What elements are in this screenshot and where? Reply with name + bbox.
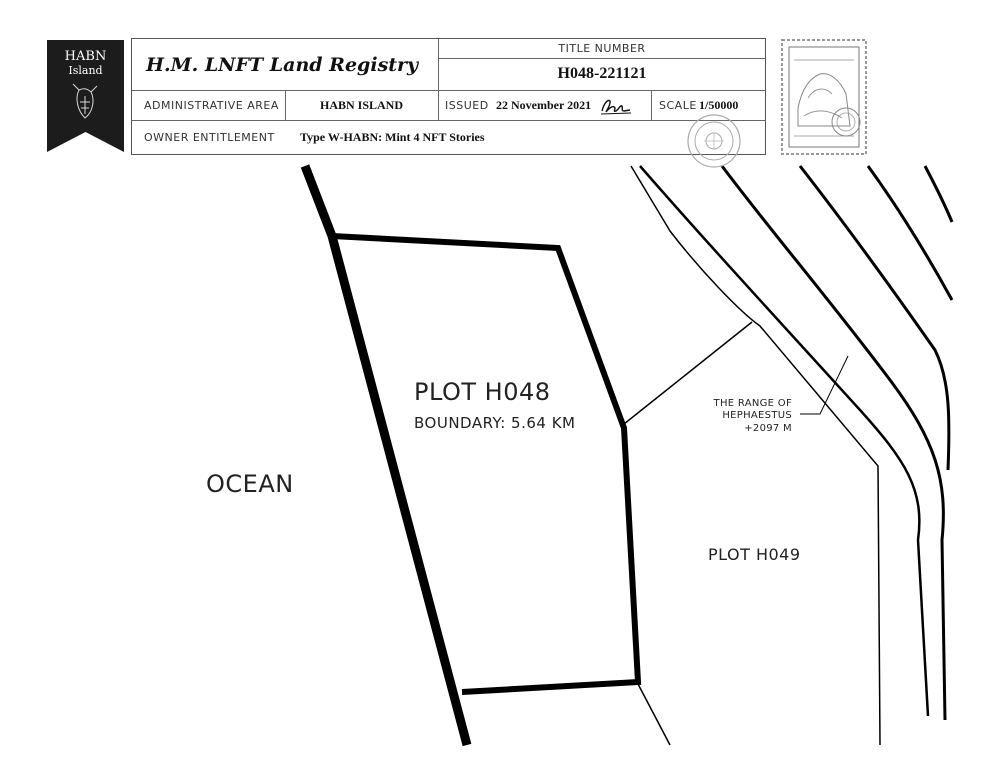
coastline <box>305 166 467 745</box>
plot-boundary-length: BOUNDARY: 5.64 KM <box>414 414 576 432</box>
owner-entitlement-value: Type W-HABN: Mint 4 NFT Stories <box>300 129 485 144</box>
registry-name: H.M. LNFT Land Registry <box>146 53 419 76</box>
badge-subtitle: Island <box>68 64 103 77</box>
admin-area-label: ADMINISTRATIVE AREA <box>144 98 279 112</box>
ocean-label: OCEAN <box>206 470 294 498</box>
range-label-line1: THE RANGE OF <box>713 398 792 409</box>
neighbor-plot-label: PLOT H049 <box>708 545 801 564</box>
postmark-icon <box>686 113 742 169</box>
range-elevation: +2097 M <box>744 423 792 434</box>
scale-value: 1/50000 <box>699 97 739 112</box>
title-number-label: TITLE NUMBER <box>558 42 646 55</box>
title-number-value: H048-221121 <box>557 65 647 82</box>
signature-icon <box>598 93 638 119</box>
postage-stamp-icon <box>780 38 868 156</box>
plot-divider-line <box>638 684 670 745</box>
contour-line <box>800 166 949 470</box>
registry-header-table <box>131 38 766 155</box>
plot-title: PLOT H048 <box>414 378 551 406</box>
contour-line <box>868 166 952 300</box>
plot-h049-boundary <box>631 166 880 745</box>
contour-line <box>925 166 952 222</box>
contour-line <box>722 166 945 720</box>
island-badge <box>47 40 124 152</box>
admin-area-value: HABN ISLAND <box>319 97 403 112</box>
badge-title: HABN <box>64 49 107 64</box>
plot-h048-boundary <box>332 236 638 692</box>
table-divider <box>651 90 652 120</box>
issued-date: 22 November 2021 <box>496 97 592 112</box>
range-label-line2: HEPHAESTUS <box>722 410 792 421</box>
range-leader-line <box>800 356 848 414</box>
issued-label: ISSUED <box>445 98 489 112</box>
owner-entitlement-label: OWNER ENTITLEMENT <box>144 130 275 144</box>
scale-label: SCALE <box>659 98 697 112</box>
